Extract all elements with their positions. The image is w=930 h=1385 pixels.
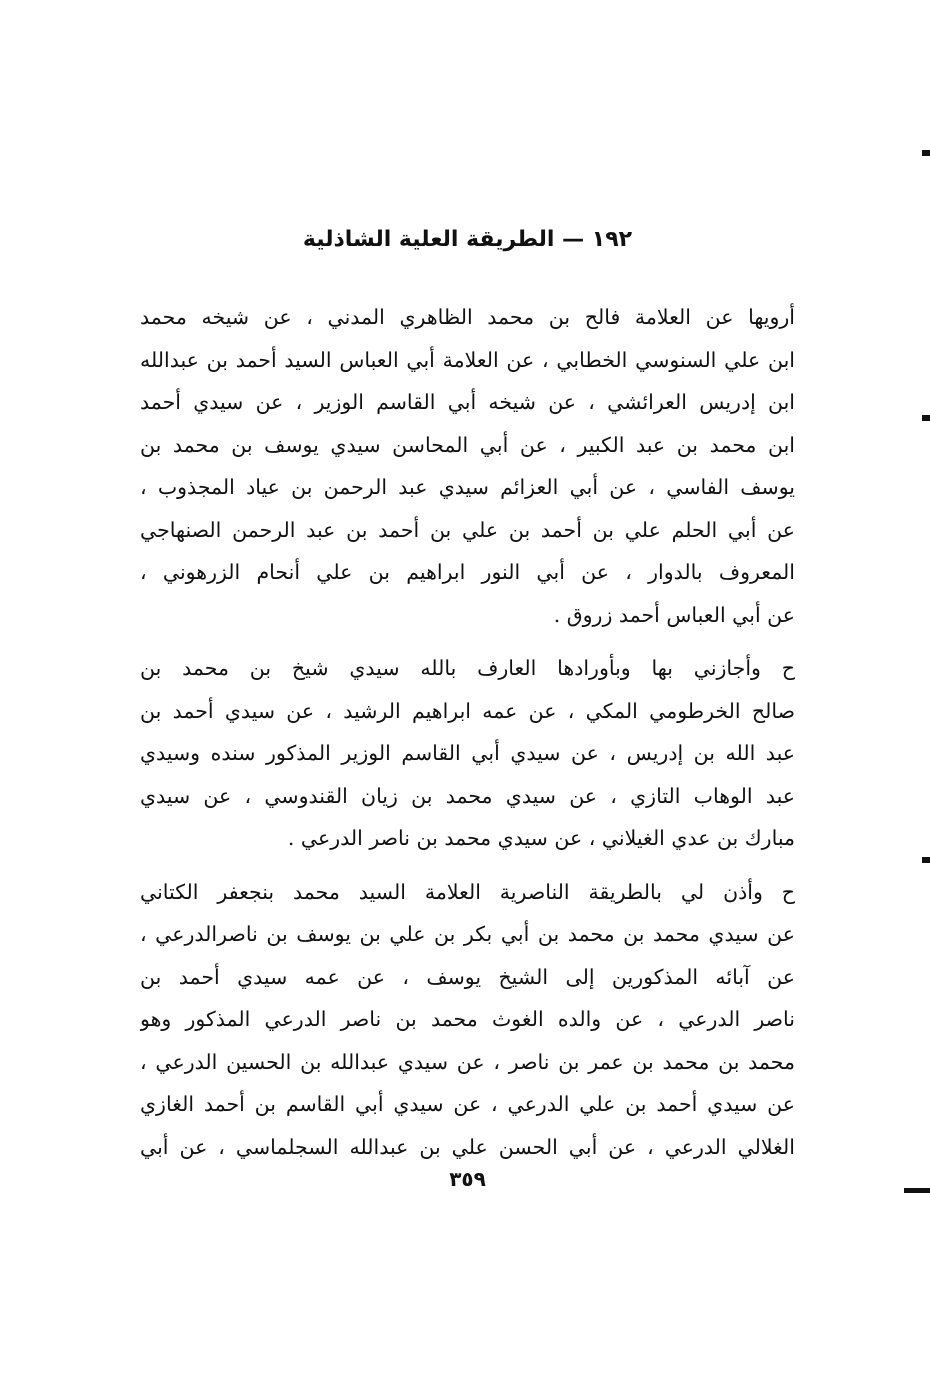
paragraph-3	[140, 871, 795, 1169]
scan-edge-mark	[922, 857, 930, 863]
text-line: ح وأجازني بها وبأورادها العارف بالله سيدي شيخ بن محمد بن	[140, 656, 795, 680]
text-line: عن سيدي أحمد بن علي الدرعي ، عن سيدي أبي القاسم بن أحمد الغازي	[140, 1092, 795, 1116]
paragraph-1	[140, 296, 795, 636]
text-line: عبد الله بن إدريس ، عن سيدي أبي القاسم الوزير المذكور سنده وسيدي	[140, 741, 795, 765]
scan-edge-mark	[922, 415, 930, 421]
text-line: عن أبي العباس أحمد زروق .	[553, 602, 795, 627]
text-line: أرويها عن العلامة فالح بن محمد الظاهري المدني ، عن شيخه محمد	[140, 305, 795, 329]
text-line: يوسف الفاسي ، عن أبي العزائم سيدي عبد الرحمن بن عياد المجذوب ،	[140, 475, 795, 499]
text-line: محمد بن محمد بن عمر بن ناصر ، عن سيدي عبدالله بن الحسين الدرعي ،	[140, 1049, 795, 1074]
text-line: عن سيدي محمد بن محمد بن أبي بكر بن علي بن يوسف بن ناصرالدرعي ،	[140, 922, 795, 946]
body-text	[140, 296, 795, 1179]
text-line: المعروف بالدوار ، عن أبي النور ابراهيم بن علي أنحام الزرهوني ،	[140, 560, 795, 584]
text-line: ابن محمد بن عبد الكبير ، عن أبي المحاسن سيدي يوسف بن محمد بن	[140, 432, 795, 457]
text-line: ابن علي السنوسي الخطابي ، عن العلامة أبي العباس السيد أحمد بن عبدالله	[140, 347, 795, 372]
running-header: ١٩٢ — الطريقة العلية الشاذلية	[302, 227, 633, 252]
text-line: صالح الخرطومي المكي ، عن عمه ابراهيم الرشيد ، عن سيدي أحمد بن	[140, 698, 795, 723]
paragraph-2	[140, 647, 795, 860]
text-line: الغلالي الدرعي ، عن أبي الحسن علي بن عبدالله السجلماسي ، عن أبي	[140, 1134, 795, 1159]
text-line: ناصر الدرعي ، عن والده الغوث محمد بن ناصر الدرعي المذكور وهو	[140, 1007, 795, 1031]
page-number: ٣٥٩	[449, 1167, 486, 1191]
text-line: ابن إدريس العرائشي ، عن شيخه أبي القاسم الوزير ، عن سيدي أحمد	[140, 390, 795, 414]
text-line: عبد الوهاب التازي ، عن سيدي محمد بن زيان القندوسي ، عن سيدي	[140, 783, 795, 808]
text-line: مبارك بن عدي الغيلاني ، عن سيدي محمد بن ناصر الدرعي .	[287, 826, 795, 850]
text-line: عن أبي الحلم علي بن أحمد بن علي بن أحمد بن عبد الرحمن الصنهاجي	[140, 517, 795, 542]
text-line: عن آبائه المذكورين إلى الشيخ يوسف ، عن عمه سيدي أحمد بن	[140, 964, 795, 989]
scan-edge-mark	[904, 1188, 930, 1193]
scan-edge-mark	[922, 150, 930, 156]
text-line: ح وأذن لي بالطريقة الناصرية العلامة السيد محمد بنجعفر الكتاني	[140, 879, 795, 904]
